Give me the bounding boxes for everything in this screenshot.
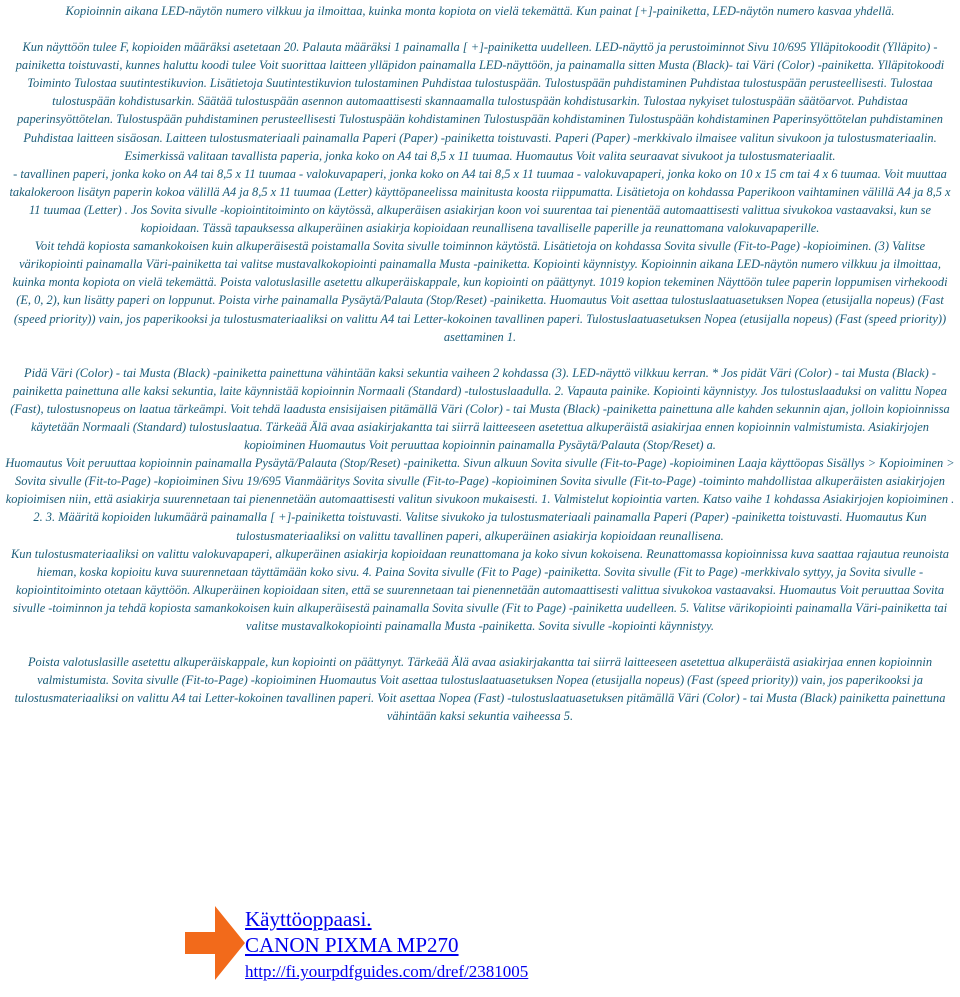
paragraph-quality: Pidä Väri (Color) - tai Musta (Black) -painiketta painettuna vähintään kaksi sekuntia vaiheen 2 kohdassa (3). LED-näyttö vilkkuu kerran. * Jos pidät Väri (Color) - tai Musta (Black) -painiketta painettuna alle kaksi sekuntia, laite käynnistää kopioinnin Normaali (Standard) -tulostuslaadulla. 2. Vapauta painike. Kopiointi käynnistyy. Jos tulostuslaaduksi on valittu Nopea (Fast), tulostusnopeus on laatua tärkeämpi. Voit tehdä laadusta ensisijaisen pitämällä Väri (Color) - tai Musta (Black) -painiketta painettuna alle kahden sekunnin ajan, jolloin kopioinnissa käytetään Normaali (Standard) tulostuslaatua. Tärkeää Älä avaa asiakirjakantta tai siirrä laitteeseen asetettua alkuperäistä asiakirjaa ennen kopioinnin valmistumista. Asiakirjojen kopioiminen Huomautus Voit peruuttaa kopioinnin painamalla Pysäytä/Palauta (Stop/Reset) a. <box>10 365 950 453</box>
guide-footer <box>185 902 705 992</box>
footer-links <box>245 906 528 984</box>
arrow-right-icon <box>185 902 247 984</box>
paragraph-copy-start: Voit tehdä kopiosta samankokoisen kuin alkuperäisestä poistamalla Sovita sivulle toiminnon käytöstä. Lisätietoja on kohdassa Sovita sivulle (Fit-to-Page) -kopioiminen. (3) Valitse värikopiointi painamalla Väri-painiketta tai valitse mustavalkokopiointi painamalla Musta -painiketta. Kopiointi käynnistyy. Kopioinnin aikana LED-näytön numero vilkkuu ja ilmoittaa, kuinka monta kopiota on vielä tekemättä. Poista valotuslasille asetettu alkuperäiskappale, kun kopiointi on päättynyt. 1019 kopion tekeminen Näyttöön tulee paperin loppumisen virhekoodi (E, 0, 2), kun lisätty paperi on loppunut. Poista virhe painamalla Pysäytä/Palauta (Stop/Reset) -painiketta. Huomautus Voit asettaa tulostuslaatuasetuksen Nopea (etusijalla nopeus) (Fast (speed priority)) vain, jos paperikooksi ja tulostusmateriaaliksi on valittu A4 tai Letter-kokoinen tavallinen paperi. Tulostuslaatuasetuksen Nopea (etusijalla nopeus) (Fast (speed priority)) asettaminen 1. <box>12 239 948 344</box>
paragraph-final-note: Poista valotuslasille asetettu alkuperäiskappale, kun kopiointi on päättynyt. Tärkeää Älä avaa asiakirjakantta tai siirrä laitteeseen asetettua alkuperäistä asiakirjaa ennen kopioinnin valmistumista. Sovita sivulle (Fit-to-Page) -kopioiminen Huomautus Voit asettaa tulostuslaatuasetuksen Nopea (etusijalla nopeus) (Fast (speed priority)) vain, jos paperikooksi ja tulostusmateriaaliksi on valittu A4 tai Letter-kokoinen tavallinen paperi. Voit asettaa Nopea (Fast) -tulostuslaatuasetuksen pitämällä Väri (Color) - tai Musta (Black) painiketta painettuna vähintään kaksi sekuntia vaiheessa 5. <box>14 655 946 724</box>
spacer <box>4 635 956 653</box>
user-guide-link[interactable]: Käyttöoppaasi. <box>245 907 372 931</box>
paragraph-fit-to-page: Huomautus Voit peruuttaa kopioinnin painamalla Pysäytä/Palauta (Stop/Reset) -painiketta. Sivun alkuun Sovita sivulle (Fit-to-Page) -kopioiminen Laaja käyttöopas Sisällys > Kopioiminen > Sovita sivulle (Fit-to-Page) -kopioiminen Sivu 19/695 Vianmääritys Sovita sivulle (Fit-to-Page) -kopioiminen Sovita sivulle (Fit-to-Page) -toiminto mahdollistaa alkuperäisten asiakirjojen kopioimisen niin, että asiakirja suurennetaan tai pienennetään automaattisesti valitun sivukoon mukaisesti. 1. Valmistelut kopiointia varten. Katso vaihe 1 kohdassa Asiakirjojen kopioiminen . <box>5 456 955 507</box>
product-name-link[interactable]: CANON PIXMA MP270 <box>245 933 459 957</box>
paragraph-paper-sizes: - tavallinen paperi, jonka koko on A4 tai 8,5 x 11 tuumaa - valokuvapaperi, jonka koko on A4 tai 8,5 x 11 tuumaa - valokuvapaperi, jonka koko on 10 x 15 cm tai 4 x 6 tuumaa. Voit muuttaa takalokeroon lisätyn paperin kokoa välillä A4 ja 8,5 x 11 tuumaa (Letter) käyttöpaneelissa mainitusta koosta riippumatta. Lisätietoja on kohdassa Paperikoon vaihtaminen välillä A4 ja 8,5 x 11 tuumaa (Letter) . Jos Sovita sivulle -kopiointitoiminto on käytössä, alkuperäisen asiakirjan koon voi suurentaa tai pienentää automaattisesti valittua sivukokoa vastaavaksi, kun se kopioidaan. Tässä tapauksessa alkuperäinen asiakirja kopioidaan reunallisena tavalliselle paperille ja reunattomana valokuvapaperille. <box>9 166 951 236</box>
paragraph-led-copies: Kopioinnin aikana LED-näytön numero vilkkuu ja ilmoittaa, kuinka monta kopiota on vielä tekemättä. Kun painat [+]-painiketta, LED-näytön numero kasvaa yhdellä. <box>65 4 895 18</box>
document-body <box>4 2 956 725</box>
spacer <box>4 346 956 364</box>
paragraph-copies-count: 2. 3. Määritä kopioiden lukumäärä painamalla [ +]-painiketta toistuvasti. Valitse sivukoko ja tulostusmateriaali painamalla Paperi (Paper) -painiketta toistuvasti. Huomautus Kun tulostusmateriaaliksi on valittu tavallinen paperi, alkuperäinen asiakirja kopioidaan reunallisena. <box>33 510 927 543</box>
spacer <box>4 20 956 38</box>
guide-url-link[interactable]: http://fi.yourpdfguides.com/dref/2381005 <box>245 962 529 981</box>
paragraph-maintenance: Kun näyttöön tulee F, kopioiden määräksi asetetaan 20. Palauta määräksi 1 painamalla [ +]-painiketta uudelleen. LED-näyttö ja perustoiminnot Sivu 10/695 Ylläpitokoodit (Ylläpito) -painiketta toistuvasti, kunnes haluttu koodi tulee Voit suorittaa laitteen ylläpidon painamalla LED-näyttöön, ja painamalla sitten Musta (Black)- tai Väri (Color) -painiketta. Ylläpitokoodi Toiminto Tulostaa suutintestikuvion. Lisätietoja Suutintestikuvion tulostaminen Puhdistaa tulostuspään. Tulostuspään puhdistaminen Puhdistaa tulostuspään perusteellisesti. Tulostaa tulostuspään kohdistusarkin. Säätää tulostuspään asennon automaattisesti skannaamalla tulostuspään kohdistusarkin. Tulostaa nykyiset tulostuspään säätöarvot. Puhdistaa paperinsyöttötelan. Tulostuspään puhdistaminen perusteellisesti Tulostuspään kohdistaminen Tulostuspään kohdistaminen Tulostuspään kohdistaminen Paperinsyöttötelan puhdistaminen Puhdistaa laitteen sisäosan. Laitteen tulostusmateriaali painamalla Paperi (Paper) -painiketta toistuvasti. Paperi (Paper) -merkkivalo ilmaisee valitun sivukoon ja tulostusmateriaalin. Esimerkissä valitaan tavallista paperia, jonka koko on A4 tai 8,5 x 11 tuumaa. Huomautus Voit valita seuraavat sivukoot ja tulostusmateriaalit. <box>15 40 945 163</box>
paragraph-borderless: Kun tulostusmateriaaliksi on valittu valokuvapaperi, alkuperäinen asiakirja kopioidaan reunattomana ja koko sivun kokoisena. Reunattomassa kopioinnissa kuva saattaa rajautua reunoista hieman, koska kopioitu kuva suurennetaan täyttämään koko sivu. 4. Paina Sovita sivulle (Fit to Page) -painiketta. Sovita sivulle (Fit to Page) -merkkivalo syttyy, ja Sovita sivulle -kopiointitoiminto otetaan käyttöön. Alkuperäinen kopioidaan siten, että se suurennetaan tai pienennetään automaattisesti valittua sivukokoa vastaavaksi. Huomautus Voit peruuttaa Sovita sivulle -toiminnon ja tehdä kopiosta samankokoisen kuin alkuperäisestä painamalla Sovita sivulle (Fit to Page) -painiketta uudelleen. 5. Valitse värikopiointi painamalla Väri-painiketta tai valitse mustavalkokopiointi painamalla Musta -painiketta. Sovita sivulle -kopiointi käynnistyy. <box>11 546 949 633</box>
